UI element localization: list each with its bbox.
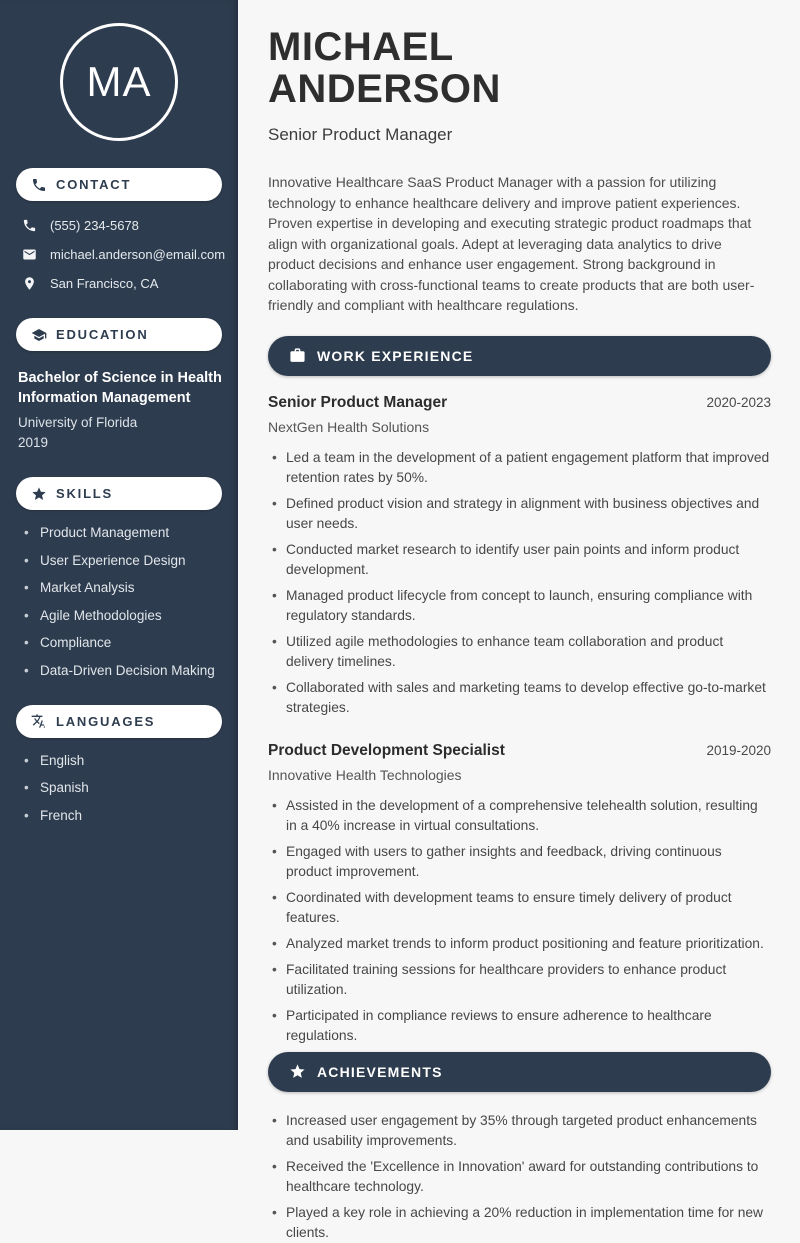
job-bullet-list — [268, 448, 771, 718]
education-entry — [18, 368, 222, 450]
candidate-first-name: MICHAEL — [268, 25, 454, 69]
language-item: • Spanish — [24, 780, 222, 795]
bullet-item: • Coordinated with development teams to ensure timely delivery of product features. — [268, 888, 771, 928]
achievements-bullet-list — [268, 1111, 771, 1243]
job-company: NextGen Health Solutions — [268, 418, 430, 435]
job-dates: 2019-2020 — [706, 742, 771, 758]
bullet-item: • Utilized agile methodologies to enhance team collaboration and product delivery timelines. — [268, 632, 771, 672]
job-bullet-list — [268, 796, 771, 1046]
skill-item: • User Experience Design — [24, 553, 222, 568]
bullet-item: • Led a team in the development of a patient engagement platform that improved retention rates by 50%. — [268, 448, 771, 488]
languages-list — [24, 753, 222, 823]
candidate-last-name: ANDERSON — [268, 67, 501, 111]
avatar — [60, 23, 178, 141]
education-section-header — [16, 318, 222, 351]
skills-section-header — [16, 477, 222, 510]
avatar-wrap — [16, 23, 222, 141]
skill-item: • Data-Driven Decision Making — [24, 663, 222, 678]
bullet-item: • Defined product vision and strategy in alignment with business objectives and user needs. — [268, 494, 771, 534]
languages-heading: LANGUAGES — [56, 713, 156, 729]
candidate-title: Senior Product Manager — [268, 125, 453, 144]
contact-section-header — [16, 168, 222, 201]
contact-email-row — [22, 247, 226, 262]
skill-item: • Market Analysis — [24, 580, 222, 595]
language-item: • French — [24, 808, 222, 823]
bullet-item: • Collaborated with sales and marketing teams to develop effective go-to-market strategies. — [268, 678, 771, 718]
main-content — [238, 0, 800, 1240]
contact-location-row — [22, 276, 222, 291]
skills-list — [24, 525, 222, 678]
bullet-item: • Facilitated training sessions for healthcare providers to enhance product utilization. — [268, 960, 771, 1000]
bullet-item: • Increased user engagement by 35% through targeted product enhancements and usability improvements. — [268, 1111, 771, 1151]
work-experience-section-header — [268, 336, 771, 376]
job-entry — [268, 742, 771, 1046]
graduation-cap-icon — [31, 327, 47, 343]
skill-item: • Product Management — [24, 525, 222, 540]
sidebar — [0, 0, 238, 1130]
candidate-name — [268, 26, 771, 110]
bullet-item: • Played a key role in achieving a 20% reduction in implementation time for new clients. — [268, 1203, 771, 1243]
bullet-item: • Received the 'Excellence in Innovation' award for outstanding contributions to healthcare technology. — [268, 1157, 771, 1197]
education-degree: Bachelor of Science in Health Information Management — [18, 370, 222, 406]
work-experience-heading: WORK EXPERIENCE — [317, 347, 474, 364]
skill-item: • Agile Methodologies — [24, 608, 222, 623]
mail-icon — [22, 247, 37, 262]
education-heading: EDUCATION — [56, 327, 149, 342]
contact-phone-row — [22, 218, 222, 233]
phone-value[interactable]: (555) 234-5678 — [50, 218, 139, 233]
job-entry — [268, 394, 771, 718]
job-dates: 2020-2023 — [706, 394, 771, 410]
education-year: 2019 — [18, 435, 49, 450]
star-icon — [31, 486, 47, 502]
job-head — [268, 742, 771, 760]
bullet-item: • Participated in compliance reviews to ensure adherence to healthcare regulations. — [268, 1006, 771, 1046]
education-school: University of Florida — [18, 415, 138, 430]
map-pin-icon — [22, 276, 37, 291]
briefcase-icon — [289, 347, 306, 364]
phone-icon — [31, 177, 47, 193]
avatar-initials: MA — [86, 58, 152, 105]
translate-icon — [31, 713, 47, 729]
achievements-heading: ACHIEVEMENTS — [317, 1063, 443, 1080]
bullet-item: • Managed product lifecycle from concept to launch, ensuring compliance with regulatory standards. — [268, 586, 771, 626]
email-value[interactable]: michael.anderson@email.com — [50, 247, 226, 262]
job-head — [268, 394, 771, 412]
job-company: Innovative Health Technologies — [268, 766, 462, 783]
bullet-item: • Conducted market research to identify user pain points and inform product development. — [268, 540, 771, 580]
skill-item: • Compliance — [24, 635, 222, 650]
language-item: • English — [24, 753, 222, 768]
contact-heading: CONTACT — [56, 177, 132, 192]
contact-list — [22, 218, 226, 291]
job-title: Senior Product Manager — [268, 393, 448, 411]
location-value: San Francisco, CA — [50, 276, 159, 291]
summary-paragraph: Innovative Healthcare SaaS Product Manager with a passion for utilizing technology to enhance healthcare delivery and improve patient experiences. Proven expertise in developing and executing strategic product roadmaps that align with organizational goals. Adept at leveraging data analytics to drive product decisions and enhance user engagement. Strong background in collaborating with cross-functional teams to create products that are both user-friendly and compliant with healthcare regulations. — [268, 174, 755, 313]
bullet-item: • Engaged with users to gather insights and feedback, driving continuous product improvement. — [268, 842, 771, 882]
achievements-section-header — [268, 1052, 771, 1092]
bullet-item: • Assisted in the development of a comprehensive telehealth solution, resulting in a 40% increase in virtual consultations. — [268, 796, 771, 836]
phone-icon — [22, 218, 37, 233]
skills-heading: SKILLS — [56, 486, 114, 501]
bullet-item: • Analyzed market trends to inform product positioning and feature prioritization. — [268, 934, 771, 954]
job-title: Product Development Specialist — [268, 741, 505, 759]
languages-section-header — [16, 705, 222, 738]
star-icon — [289, 1063, 306, 1080]
